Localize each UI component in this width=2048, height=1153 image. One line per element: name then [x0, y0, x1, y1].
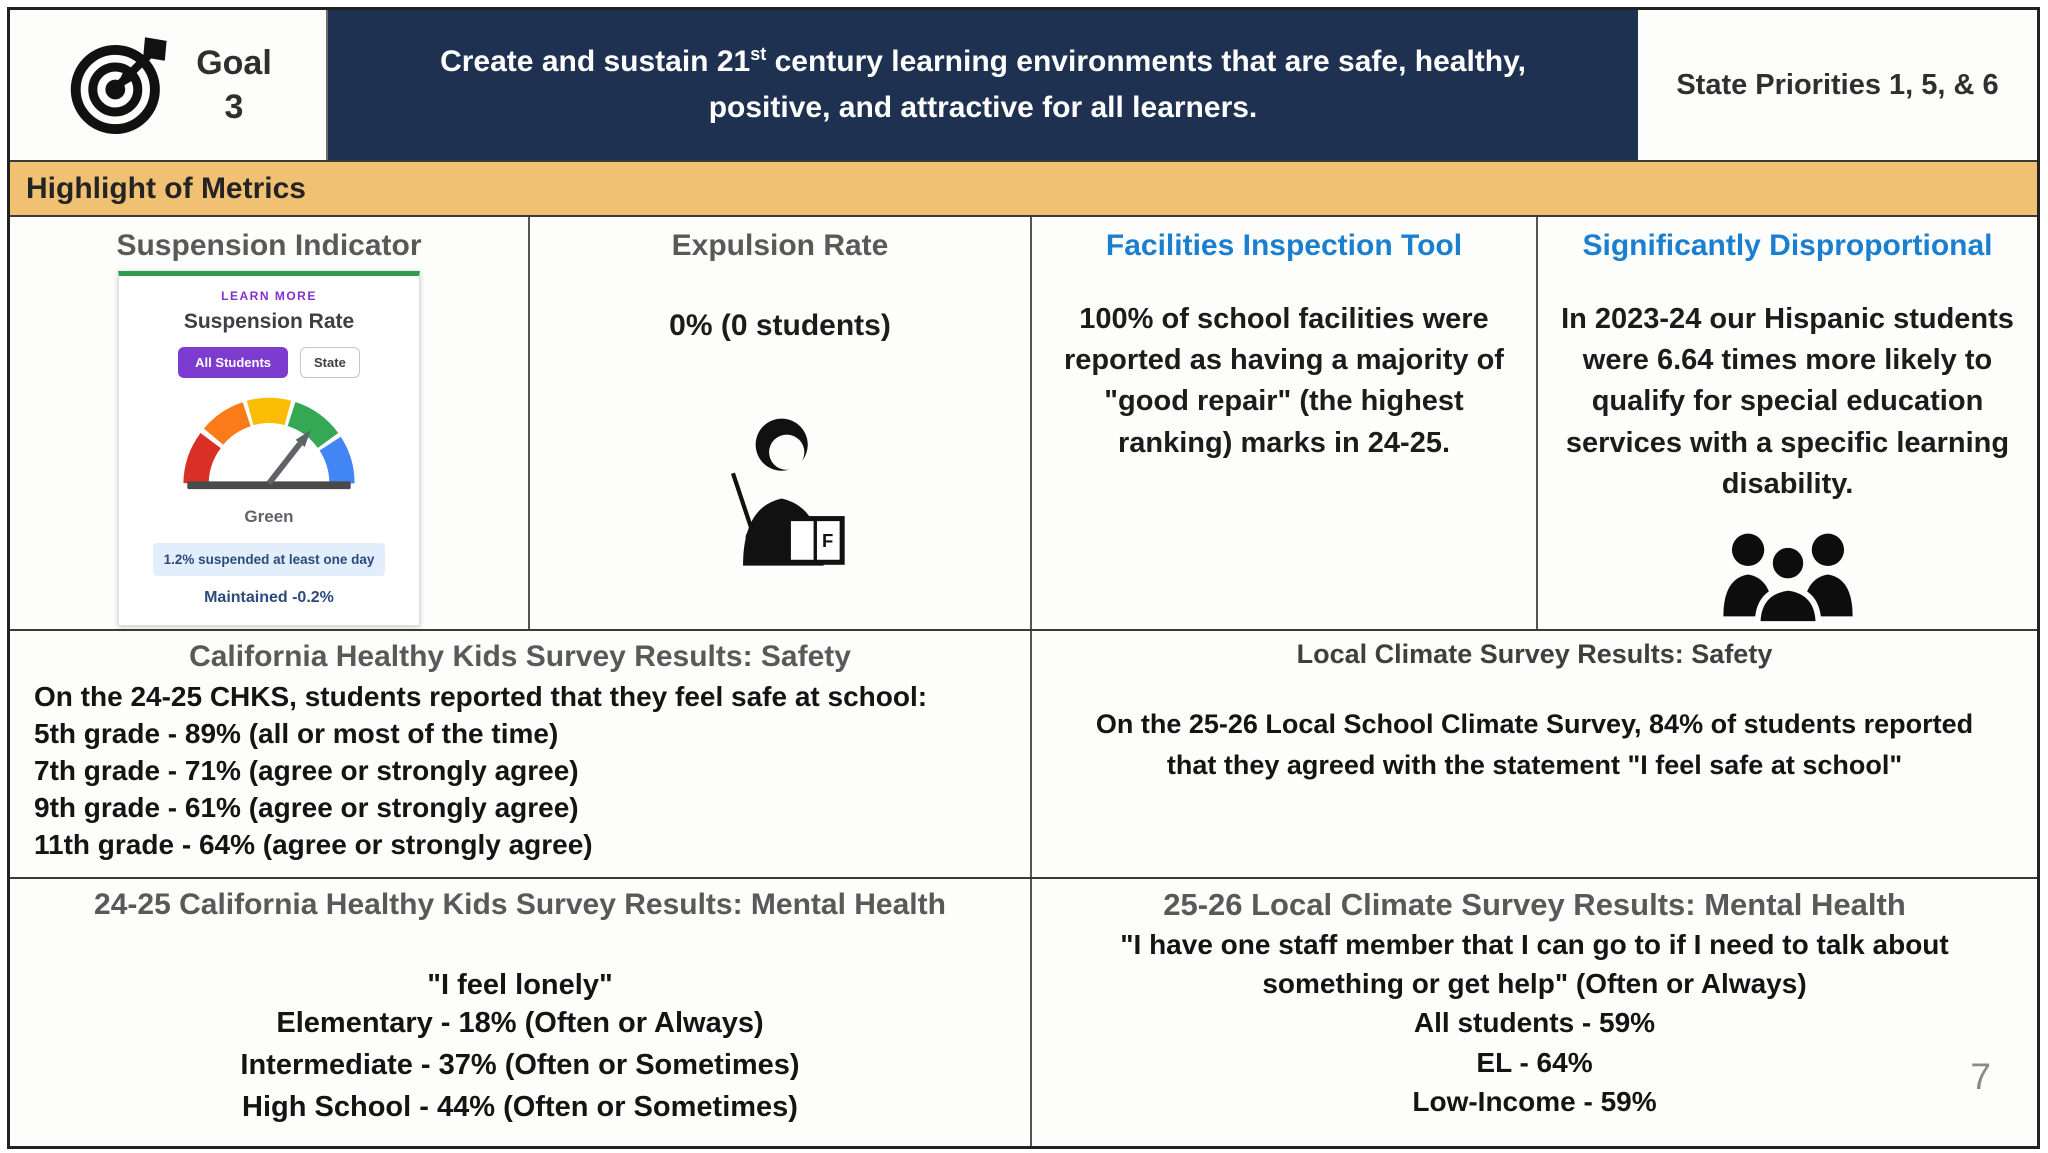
- target-icon: [64, 27, 172, 143]
- chks-grade-line: 11th grade - 64% (agree or strongly agree): [34, 828, 593, 860]
- gauge-status-label: Green: [244, 507, 294, 526]
- people-group-icon: [1712, 525, 1864, 630]
- expulsion-value: 0% (0 students): [669, 309, 891, 342]
- section-bar: [10, 162, 2037, 217]
- header-row: [10, 10, 2037, 162]
- state-priorities: State Priorities 1, 5, & 6: [1638, 10, 2037, 160]
- disproportional-title: Significantly Disproportional: [1582, 229, 1993, 262]
- card-filter-pills: [178, 347, 360, 378]
- chks-safety-intro: On the 24-25 CHKS, students reported that they feel safe at school:: [34, 681, 928, 712]
- chks-grade-line: 5th grade - 89% (all or most of the time): [34, 717, 559, 749]
- goal-number: 3: [224, 88, 244, 126]
- mental-stat-line: Low-Income - 59%: [1412, 1085, 1657, 1117]
- chks-grade-line: 7th grade - 71% (agree or strongly agree): [34, 754, 579, 786]
- mental-health-row: [10, 879, 2037, 1146]
- chks-mental-lines: [24, 1002, 1016, 1128]
- mental-stat-line: All students - 59%: [1413, 1007, 1656, 1039]
- disproportional-cell: [1538, 217, 2037, 629]
- local-mental-lines: [1046, 1003, 2023, 1121]
- dashboard-suspension-card: [118, 271, 420, 626]
- card-learn-more-link: LEARN MORE: [221, 289, 317, 303]
- chks-grade-line: 9th grade - 61% (agree or strongly agree): [34, 791, 579, 823]
- facilities-body: 100% of school facilities were reported as having a majority of "good repair" (the highest ranking) marks in 24-25.: [1064, 303, 1504, 459]
- goal-cell: [10, 10, 328, 160]
- chks-safety-title: California Healthy Kids Survey Results: Safety: [189, 640, 851, 673]
- goal-statement: [328, 39, 1638, 132]
- svg-text:F: F: [822, 530, 834, 552]
- goal-statement-pre: Create and sustain 21: [440, 44, 751, 78]
- performance-gauge: [162, 386, 376, 503]
- goal-label: [196, 41, 272, 129]
- goal-statement-sup: st: [750, 43, 767, 64]
- mental-stat-line: High School - 44% (Often or Sometimes): [242, 1091, 798, 1124]
- chks-mental-quote: "I feel lonely": [427, 969, 613, 1001]
- mental-stat-line: Elementary - 18% (Often or Always): [276, 1007, 764, 1039]
- facilities-cell: [1032, 217, 1538, 629]
- teacher-icon: [704, 401, 856, 574]
- mental-stat-line: EL - 64%: [1476, 1046, 1593, 1078]
- chks-mental-cell: [10, 879, 1032, 1146]
- expulsion-cell: [530, 217, 1032, 629]
- goal-statement-post: century learning environments that are safe, healthy, positive, and attractive for all learners.: [708, 44, 1526, 124]
- suspension-cell: [10, 217, 530, 629]
- chks-safety-lines: [24, 679, 1016, 864]
- expulsion-title: Expulsion Rate: [671, 229, 889, 262]
- goal-statement-banner: [328, 10, 1638, 160]
- suspension-title: Suspension Indicator: [116, 229, 422, 262]
- local-mental-title: 25-26 Local Climate Survey Results: Mental Health: [1163, 887, 1906, 922]
- mental-stat-line: Intermediate - 37% (Often or Sometimes): [240, 1049, 800, 1082]
- chks-mental-title: 24-25 California Healthy Kids Survey Results: Mental Health: [94, 888, 946, 921]
- suspension-change-label: Maintained -0.2%: [204, 589, 334, 606]
- metrics-row: [10, 217, 2037, 631]
- safety-row: [10, 631, 2037, 879]
- goal-word: Goal: [196, 43, 272, 82]
- section-bar-title: Highlight of Metrics: [26, 171, 306, 205]
- facilities-title: Facilities Inspection Tool: [1105, 229, 1463, 262]
- state-pill: State: [300, 347, 360, 378]
- local-safety-body: On the 25-26 Local School Climate Survey, 84% of students reported that they agreed with the statement "I feel safe at school": [1095, 709, 1974, 780]
- card-title: Suspension Rate: [183, 310, 355, 333]
- chks-safety-cell: [10, 631, 1032, 877]
- suspension-detail-box: 1.2% suspended at least one day: [153, 543, 386, 576]
- local-mental-quote: "I have one staff member that I can go to if I need to talk about something or get help" (Often or Always): [1120, 929, 1949, 1000]
- table-frame: [7, 7, 2040, 1149]
- local-safety-cell: [1032, 631, 2037, 877]
- page-number: 7: [1970, 1056, 1991, 1097]
- all-students-pill: All Students: [178, 347, 288, 378]
- local-safety-title: Local Climate Survey Results: Safety: [1296, 639, 1773, 669]
- local-mental-cell: [1032, 879, 2037, 1146]
- disproportional-body: In 2023-24 our Hispanic students were 6.64 times more likely to qualify for special education services with a specific learning disability.: [1561, 303, 2014, 500]
